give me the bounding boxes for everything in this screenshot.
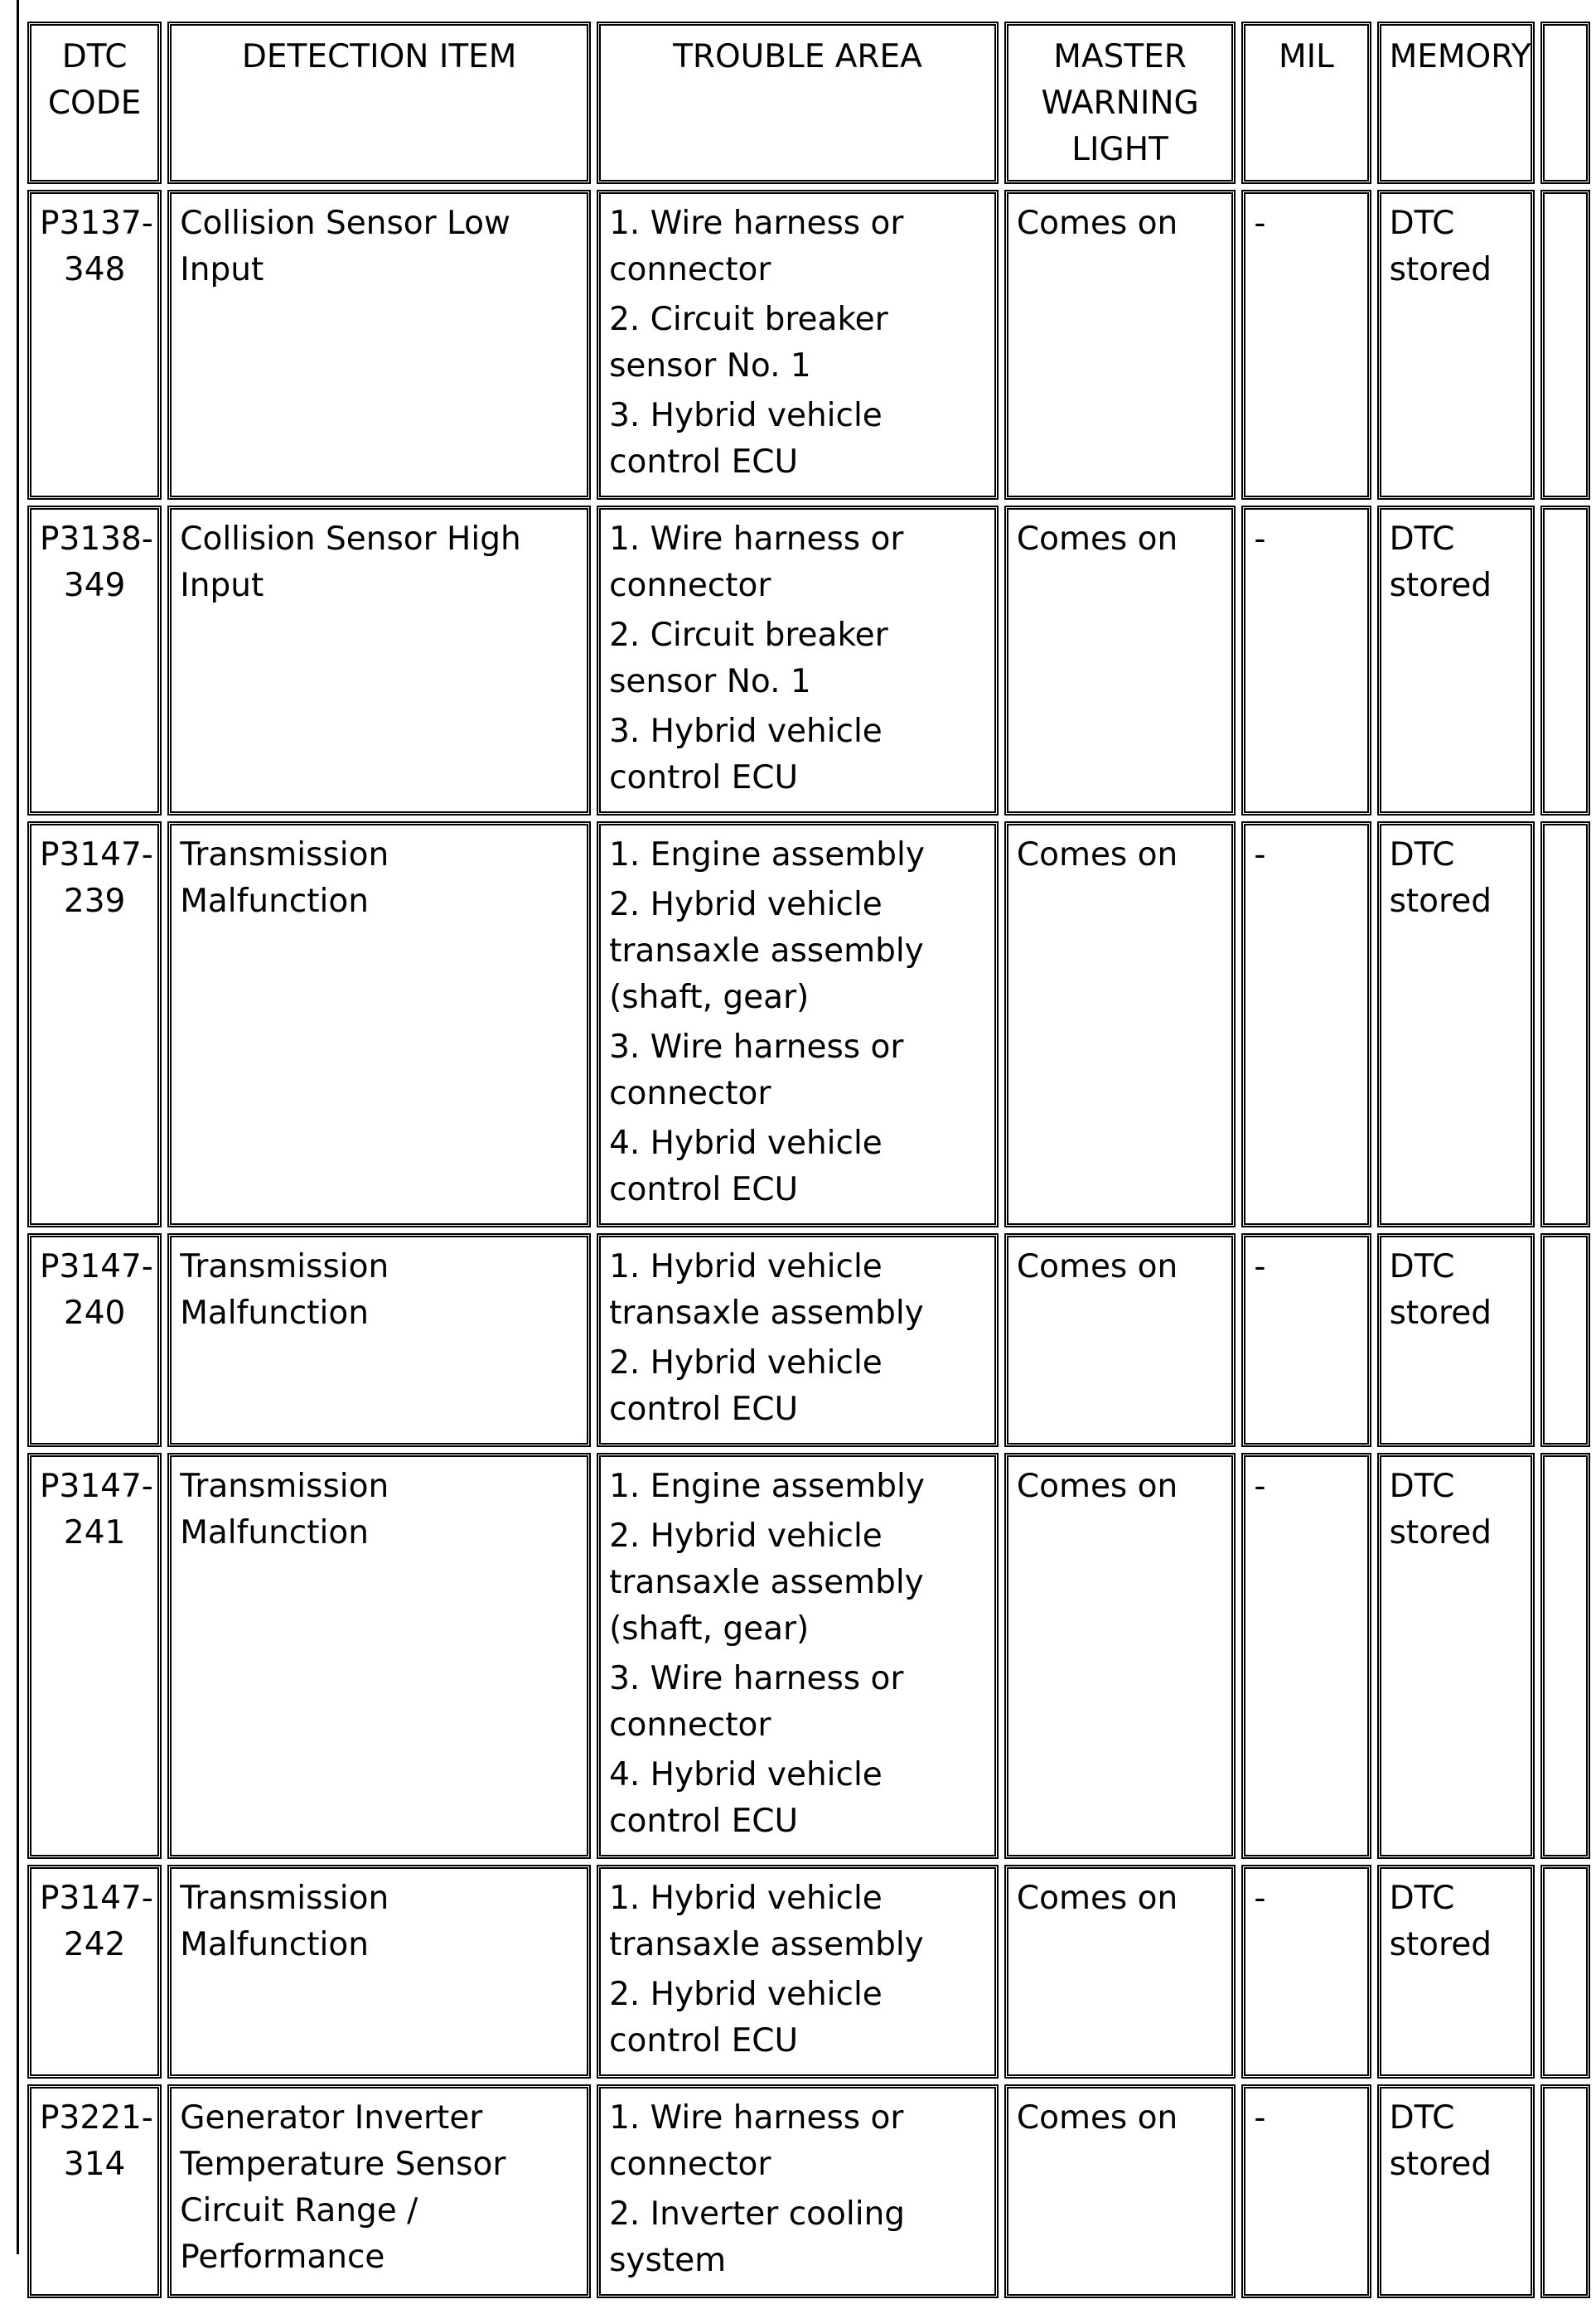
dtc-code-cell: P3147-239 xyxy=(27,821,162,1227)
master-warning-light-cell: Comes on xyxy=(1004,190,1236,500)
mil-cell: - xyxy=(1241,1453,1371,1859)
header-trouble-area: TROUBLE AREA xyxy=(597,22,999,184)
trouble-area-line: 4. Hybrid vehicle control ECU xyxy=(609,1125,883,1208)
detection-item-cell: Collision Sensor High Input xyxy=(167,506,591,816)
trouble-area-cell xyxy=(597,821,999,1227)
trouble-area-line: 4. Hybrid vehicle control ECU xyxy=(609,1756,883,1840)
trouble-area-line: 2. Hybrid vehicle transaxle assembly (shaft, gear) xyxy=(609,1517,924,1648)
memory-cell: DTC stored xyxy=(1377,1233,1535,1447)
trouble-area-line: 1. Hybrid vehicle transaxle assembly xyxy=(609,1248,924,1332)
detection-item-cell: Transmission Malfunction xyxy=(167,821,591,1227)
memory-cell: DTC stored xyxy=(1377,821,1535,1227)
header-master-warning-light: MASTER WARNING LIGHT xyxy=(1004,22,1236,184)
trouble-area-line: 2. Hybrid vehicle transaxle assembly (shaft, gear) xyxy=(609,886,924,1016)
master-warning-light-cell: Comes on xyxy=(1004,1453,1236,1859)
memory-cell: DTC stored xyxy=(1377,2084,1535,2298)
trouble-area-cell xyxy=(597,2084,999,2298)
dtc-code-cell: P3137-348 xyxy=(27,190,162,500)
table-header-row xyxy=(27,22,1590,184)
cut-off-cell xyxy=(1540,2084,1590,2298)
mil-cell: - xyxy=(1241,1865,1371,2079)
table-row xyxy=(27,2084,1590,2298)
detection-item-cell: Transmission Malfunction xyxy=(167,1233,591,1447)
master-warning-light-cell: Comes on xyxy=(1004,1233,1236,1447)
master-warning-light-cell: Comes on xyxy=(1004,821,1236,1227)
dtc-code-cell: P3221-314 xyxy=(27,2084,162,2298)
trouble-area-cell xyxy=(597,1233,999,1447)
trouble-area-line: 1. Engine assembly xyxy=(609,836,925,874)
cut-off-cell xyxy=(1540,1233,1590,1447)
trouble-area-line: 2. Hybrid vehicle control ECU xyxy=(609,1344,883,1428)
trouble-area-cell xyxy=(597,506,999,816)
trouble-area-line: 1. Wire harness or connector xyxy=(609,205,904,288)
master-warning-light-cell: Comes on xyxy=(1004,1865,1236,2079)
dtc-code-cell: P3147-240 xyxy=(27,1233,162,1447)
trouble-area-cell xyxy=(597,1453,999,1859)
mil-cell: - xyxy=(1241,821,1371,1227)
mil-cell: - xyxy=(1241,2084,1371,2298)
trouble-area-line: 2. Circuit breaker sensor No. 1 xyxy=(609,301,888,385)
trouble-area-line: 1. Wire harness or connector xyxy=(609,2099,904,2183)
trouble-area-line: 3. Hybrid vehicle control ECU xyxy=(609,713,883,796)
table-row xyxy=(27,821,1590,1227)
trouble-area-line: 2. Circuit breaker sensor No. 1 xyxy=(609,617,888,700)
detection-item-cell: Transmission Malfunction xyxy=(167,1865,591,2079)
cut-off-cell xyxy=(1540,190,1590,500)
trouble-area-line: 1. Wire harness or connector xyxy=(609,520,904,604)
memory-cell: DTC stored xyxy=(1377,190,1535,500)
trouble-area-line: 3. Wire harness or connector xyxy=(609,1029,904,1112)
mil-cell: - xyxy=(1241,506,1371,816)
dtc-code-cell: P3147-241 xyxy=(27,1453,162,1859)
trouble-area-cell xyxy=(597,190,999,500)
dtc-table xyxy=(22,16,1596,2304)
mil-cell: - xyxy=(1241,1233,1371,1447)
memory-cell: DTC stored xyxy=(1377,1453,1535,1859)
table-row xyxy=(27,1865,1590,2079)
detection-item-cell: Transmission Malfunction xyxy=(167,1453,591,1859)
trouble-area-line: 3. Wire harness or connector xyxy=(609,1660,904,1744)
cut-off-cell xyxy=(1540,1865,1590,2079)
mil-cell: - xyxy=(1241,190,1371,500)
table-body xyxy=(27,190,1590,2298)
trouble-area-line: 2. Hybrid vehicle control ECU xyxy=(609,1976,883,2060)
master-warning-light-cell: Comes on xyxy=(1004,506,1236,816)
detection-item-cell: Collision Sensor Low Input xyxy=(167,190,591,500)
trouble-area-line: 2. Inverter cooling system xyxy=(609,2195,906,2279)
trouble-area-line: 1. Hybrid vehicle transaxle assembly xyxy=(609,1880,924,1963)
header-cut-off-column xyxy=(1540,22,1590,184)
header-memory: MEMORY xyxy=(1377,22,1535,184)
trouble-area-cell xyxy=(597,1865,999,2079)
header-mil: MIL xyxy=(1241,22,1371,184)
trouble-area-line: 1. Engine assembly xyxy=(609,1468,925,1505)
table-row xyxy=(27,1233,1590,1447)
table-row xyxy=(27,1453,1590,1859)
table-row xyxy=(27,190,1590,500)
trouble-area-line: 3. Hybrid vehicle control ECU xyxy=(609,397,883,481)
master-warning-light-cell: Comes on xyxy=(1004,2084,1236,2298)
detection-item-cell: Generator Inverter Temperature Sensor Circuit Range / Performance xyxy=(167,2084,591,2298)
page-left-rule xyxy=(17,0,19,2254)
cut-off-cell xyxy=(1540,821,1590,1227)
table-row xyxy=(27,506,1590,816)
header-dtc-code: DTC CODE xyxy=(27,22,162,184)
header-detection-item: DETECTION ITEM xyxy=(167,22,591,184)
cut-off-cell xyxy=(1540,1453,1590,1859)
dtc-code-cell: P3147-242 xyxy=(27,1865,162,2079)
memory-cell: DTC stored xyxy=(1377,506,1535,816)
cut-off-cell xyxy=(1540,506,1590,816)
dtc-code-cell: P3138-349 xyxy=(27,506,162,816)
memory-cell: DTC stored xyxy=(1377,1865,1535,2079)
